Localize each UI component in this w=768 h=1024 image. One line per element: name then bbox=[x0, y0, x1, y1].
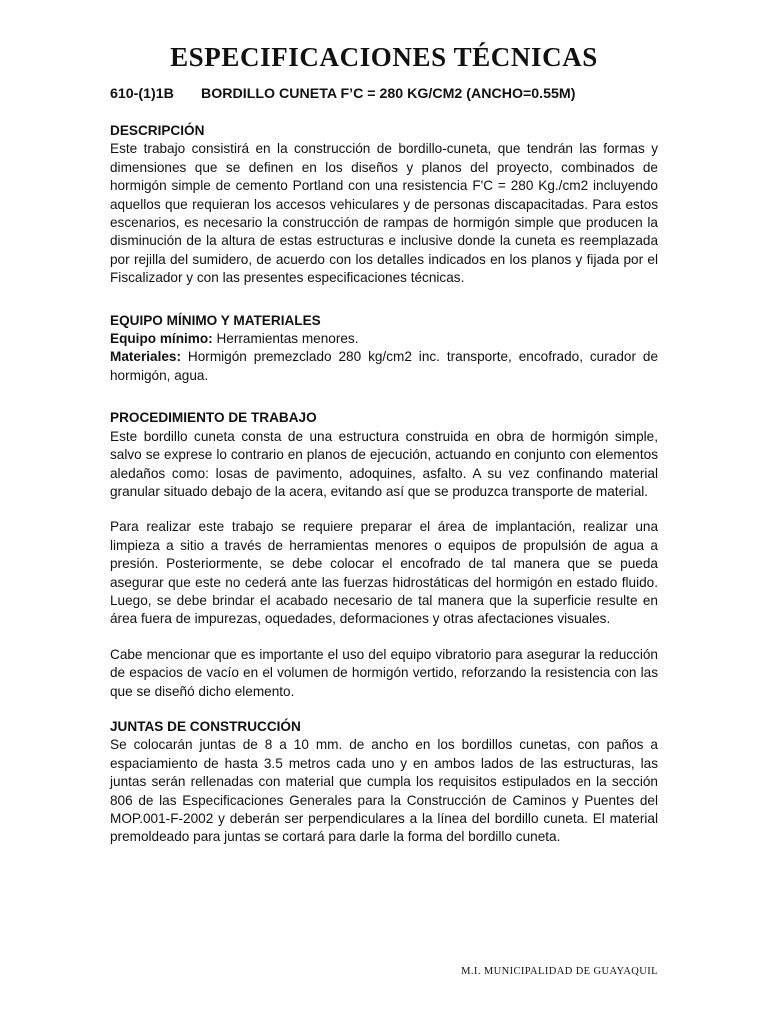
section-juntas bbox=[110, 718, 658, 847]
section-heading-procedimiento: PROCEDIMIENTO DE TRABAJO bbox=[110, 410, 317, 426]
procedimiento-paragraph-1: Este bordillo cuneta consta de una estructura construida en obra de hormigón simple, salvo se exprese lo contrario en planos de ejecución, actuando en conjunto con elementos aledaños como: losas de pavimento, adoquines, asfalto. A su vez confinando material granular situado debajo de la acera, evitando así que se produzca transporte de material. bbox=[110, 428, 658, 499]
section-heading-equipo: EQUIPO MÍNIMO Y MATERIALES bbox=[110, 312, 321, 328]
equipo-line bbox=[110, 330, 658, 348]
page-title: ESPECIFICACIONES TÉCNICAS bbox=[170, 42, 598, 72]
juntas-paragraph: Se colocarán juntas de 8 a 10 mm. de ancho en los bordillos cunetas, con paños a espaciamiento de hasta 3.5 metros cada uno y en ambos lados de las estructuras, las juntas serán rellenadas con material que cumpla los requisitos estipulados en la sección 806 de las Especificaciones Generales para la Construcción de Caminos y Puentes del MOP.001-F-2002 y deberán ser perpendiculares a la línea del bordillo cuneta. El material premoldeado para juntas se cortará para darle la forma del bordillo cuneta. bbox=[110, 737, 658, 845]
spacer bbox=[110, 629, 658, 646]
document-body bbox=[110, 122, 658, 847]
section-heading-descripcion: DESCRIPCIÓN bbox=[110, 123, 205, 138]
item-name: BORDILLO CUNETA F’C = 280 KG/CM2 (ANCHO=0.55M) bbox=[201, 86, 576, 102]
item-header bbox=[110, 86, 575, 102]
item-code: 610-(1)1B bbox=[110, 86, 174, 102]
section-equipo bbox=[110, 312, 658, 386]
procedimiento-paragraph-3: Cabe mencionar que es importante el uso del equipo vibratorio para asegurar la reducción de espacios de vacío en el volumen de hormigón vertido, reforzando la resistencia con las que se diseñó dicho elemento. bbox=[110, 646, 658, 699]
equipo-label: Equipo mínimo: bbox=[110, 331, 213, 347]
equipo-value: Herramientas menores. bbox=[212, 331, 359, 347]
section-heading-juntas: JUNTAS DE CONSTRUCCIÓN bbox=[110, 718, 301, 734]
descripcion-paragraph: Este trabajo consistirá en la construcción de bordillo-cuneta, que tendrán las formas y dimensiones que se definen en los diseños y planos del proyecto, combinados de hormigón simple de cemento Portland con una resistencia F'C = 280 Kg./cm2 incluyendo aquellos que requieran los accesos vehiculares y de personas discapacitadas. Para estos escenarios, es necesario la construcción de rampas de hormigón simple que producen la disminución de la altura de estas estructuras e inclusive donde la cuneta es reemplazada por rejilla del sumidero, de acuerdo con los detalles indicados en los planos y fijada por el Fiscalizador y con las presentes especificaciones técnicas. bbox=[110, 141, 658, 286]
section-procedimiento bbox=[110, 409, 658, 701]
section-descripcion bbox=[110, 122, 658, 288]
materiales-line bbox=[110, 348, 658, 385]
spacer bbox=[110, 385, 658, 409]
procedimiento-paragraph-2: Para realizar este trabajo se requiere preparar el área de implantación, realizar una limpieza a sitio a través de herramientas menores o equipos de propulsión de agua a presión. Posteriormente, se debe colocar el encofrado de tal manera que se pueda asegurar que este no cederá ante las fuerzas hidrostáticas del hormigón en estado fluido. Luego, se debe brindar el acabado necesario de tal manera que la superficie resulte en área fuera de impurezas, oquedades, deformaciones y otras afectaciones visuales. bbox=[110, 519, 658, 627]
materiales-value: Hormigón premezclado 280 kg/cm2 inc. transporte, encofrado, curador de hormigón, agua. bbox=[110, 349, 658, 383]
spacer bbox=[110, 288, 658, 312]
spacer bbox=[110, 501, 658, 518]
page-footer: M.I. MUNICIPALIDAD DE GUAYAQUIL bbox=[461, 966, 658, 977]
materiales-label: Materiales: bbox=[110, 349, 182, 365]
